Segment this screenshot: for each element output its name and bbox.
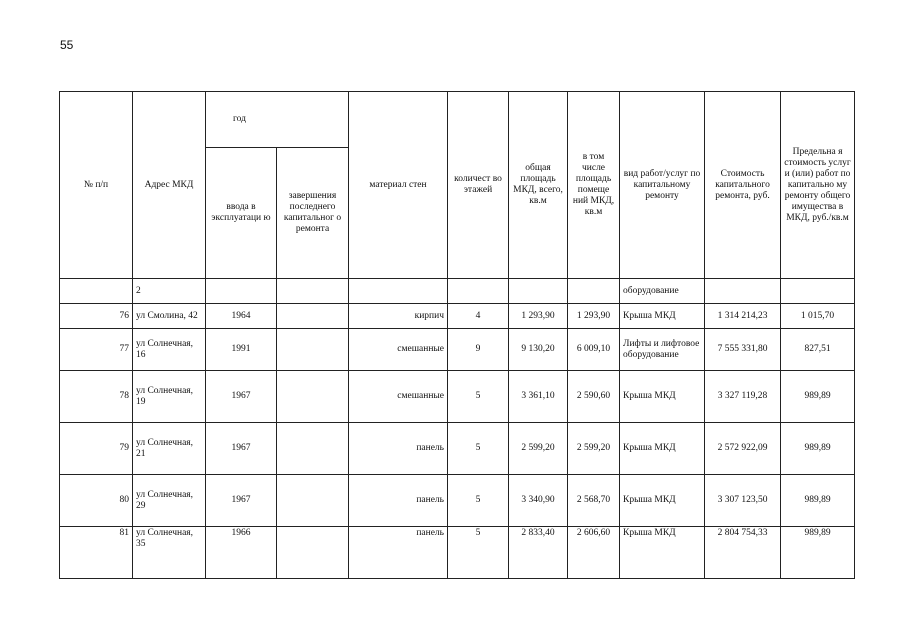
cell-max-cost: 989,89 <box>781 475 855 527</box>
header-address: Адрес МКД <box>133 92 206 279</box>
table-row <box>60 423 855 475</box>
cell-cost: 2 572 922,09 <box>705 423 781 475</box>
cell-address: ул Солнечная, 19 <box>133 371 206 423</box>
cell-total-area: 2 833,40 <box>509 527 568 579</box>
cell-max-cost: 989,89 <box>781 371 855 423</box>
cell-address: ул Солнечная, 29 <box>133 475 206 527</box>
cell-cost: 3 307 123,50 <box>705 475 781 527</box>
header-max-cost: Предельна я стоимость услуг и (или) работ по капитально му ремонту общего имущества в МКД, руб./кв.м <box>781 92 855 279</box>
table-row <box>60 475 855 527</box>
cell-floors: 5 <box>448 527 509 579</box>
header-cost: Стоимость капитального ремонта, руб. <box>705 92 781 279</box>
cell-cost: 3 327 119,28 <box>705 371 781 423</box>
cell-work: Крыша МКД <box>620 304 705 329</box>
cell-floors: 5 <box>448 475 509 527</box>
cell-premises-area: 2 568,70 <box>568 475 620 527</box>
cell-premises-area: 2 590,60 <box>568 371 620 423</box>
cell-work: Крыша МКД <box>620 371 705 423</box>
cell-year-last-repair <box>277 279 349 304</box>
header-year-commission: ввода в эксплуатаци ю <box>206 148 277 279</box>
cell-premises-area: 2 599,20 <box>568 423 620 475</box>
cell-work: оборудование <box>620 279 705 304</box>
cell-year-last-repair <box>277 371 349 423</box>
cell-material: панель <box>349 475 448 527</box>
cell-year-commission: 1964 <box>206 304 277 329</box>
cell-premises-area <box>568 279 620 304</box>
header-total-area: общая площадь МКД, всего, кв.м <box>509 92 568 279</box>
cell-material: панель <box>349 423 448 475</box>
cell-cost: 1 314 214,23 <box>705 304 781 329</box>
cell-year-last-repair <box>277 423 349 475</box>
cell-cost: 2 804 754,33 <box>705 527 781 579</box>
cell-cost: 7 555 331,80 <box>705 329 781 371</box>
table-row <box>60 304 855 329</box>
cell-total-area: 9 130,20 <box>509 329 568 371</box>
cell-floors: 5 <box>448 371 509 423</box>
header-num: № п/п <box>60 92 133 279</box>
cell-total-area: 2 599,20 <box>509 423 568 475</box>
cell-work: Крыша МКД <box>620 475 705 527</box>
cell-floors: 4 <box>448 304 509 329</box>
header-year-group <box>206 92 349 148</box>
cell-total-area <box>509 279 568 304</box>
cell-num: 80 <box>60 475 133 527</box>
cell-floors <box>448 279 509 304</box>
cell-max-cost: 989,89 <box>781 423 855 475</box>
cell-work: Лифты и лифтовое оборудование <box>620 329 705 371</box>
cell-max-cost: 989,89 <box>781 527 855 579</box>
cell-total-area: 3 361,10 <box>509 371 568 423</box>
cell-year-commission: 1967 <box>206 371 277 423</box>
cell-premises-area: 6 009,10 <box>568 329 620 371</box>
cell-address: 2 <box>133 279 206 304</box>
cell-material <box>349 279 448 304</box>
table-row <box>60 527 855 579</box>
cell-premises-area: 1 293,90 <box>568 304 620 329</box>
cell-year-commission: 1967 <box>206 423 277 475</box>
cell-address: ул Солнечная, 16 <box>133 329 206 371</box>
header-year-group-label: год <box>233 114 246 124</box>
cell-num <box>60 279 133 304</box>
table-row <box>60 371 855 423</box>
cell-max-cost: 1 015,70 <box>781 304 855 329</box>
cell-year-commission: 1967 <box>206 475 277 527</box>
page-number: 55 <box>60 38 74 52</box>
cell-total-area: 3 340,90 <box>509 475 568 527</box>
table-row <box>60 329 855 371</box>
cell-max-cost: 827,51 <box>781 329 855 371</box>
cell-cost <box>705 279 781 304</box>
cell-num: 81 <box>60 527 133 579</box>
cell-year-commission: 1991 <box>206 329 277 371</box>
header-work-type: вид работ/услуг по капитальному ремонту <box>620 92 705 279</box>
cell-year-commission: 1966 <box>206 527 277 579</box>
cell-num: 79 <box>60 423 133 475</box>
cell-material: смешанные <box>349 329 448 371</box>
cell-premises-area: 2 606,60 <box>568 527 620 579</box>
cell-work: Крыша МКД <box>620 527 705 579</box>
cell-num: 76 <box>60 304 133 329</box>
cell-total-area: 1 293,90 <box>509 304 568 329</box>
cell-material: смешанные <box>349 371 448 423</box>
cell-year-commission <box>206 279 277 304</box>
cell-year-last-repair <box>277 527 349 579</box>
header-floors: количест во этажей <box>448 92 509 279</box>
cell-work: Крыша МКД <box>620 423 705 475</box>
cell-address: ул Смолина, 42 <box>133 304 206 329</box>
cell-max-cost <box>781 279 855 304</box>
cell-year-last-repair <box>277 329 349 371</box>
cell-year-last-repair <box>277 304 349 329</box>
header-premises-area: в том числе площадь помеще ний МКД, кв.м <box>568 92 620 279</box>
cell-num: 77 <box>60 329 133 371</box>
header-wall-material: материал стен <box>349 92 448 279</box>
cell-address: ул Солнечная, 21 <box>133 423 206 475</box>
cell-material: панель <box>349 527 448 579</box>
table-row <box>60 279 855 304</box>
cell-floors: 9 <box>448 329 509 371</box>
repair-table <box>59 91 855 579</box>
cell-num: 78 <box>60 371 133 423</box>
header-year-last-repair: завершения последнего капитальног о ремонта <box>277 148 349 279</box>
cell-address: ул Солнечная, 35 <box>133 527 206 579</box>
cell-floors: 5 <box>448 423 509 475</box>
cell-year-last-repair <box>277 475 349 527</box>
cell-material: кирпич <box>349 304 448 329</box>
